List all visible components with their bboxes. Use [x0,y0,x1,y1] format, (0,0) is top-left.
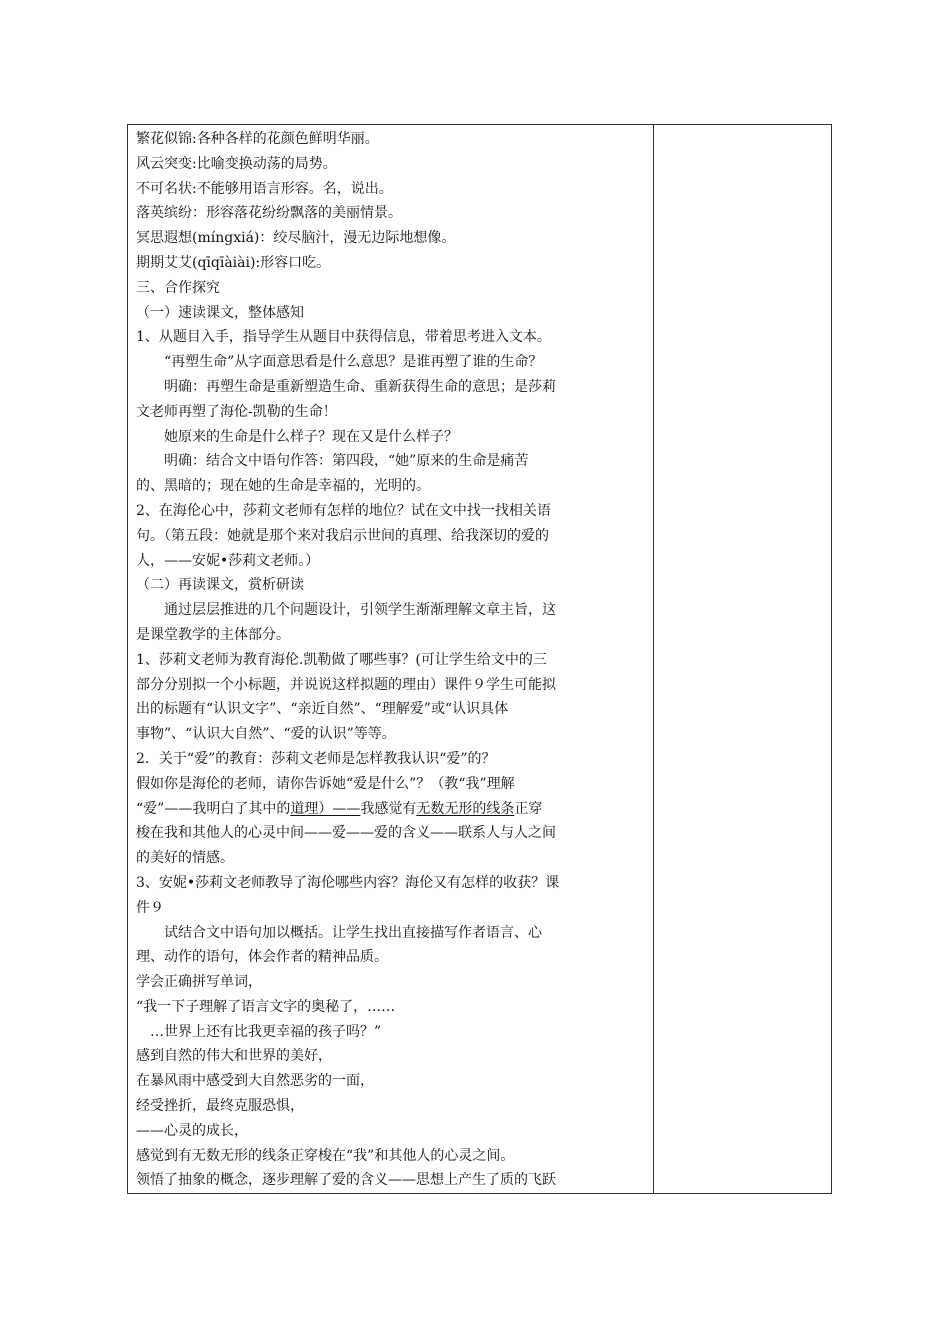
notes-column [654,125,831,1193]
text-line: 文老师再塑了海伦-凯勒的生命！ [136,403,337,420]
text-line: 理、动作的语句，体会作者的精神品质。 [136,949,388,966]
text-line: 感觉到有无数无形的线条正穿梭在“我”和其他人的心灵之间。 [136,1147,515,1164]
text-line: 通过层层推进的几个问题设计，引领学生渐渐理解文章主旨，这 [164,602,556,619]
text-line: 试结合文中语句加以概括。让学生找出直接描写作者语言、心 [164,924,542,941]
text-line: 风云突变:比喻变换动荡的局势。 [136,155,337,172]
text-line: 句。（第五段：她就是那个来对我启示世间的真理、给我深切的爱的 [136,527,549,544]
underlined-text: 道理）—— [290,800,361,817]
text-line: 件９ [136,899,164,916]
text-line: 人，——安妮•莎莉文老师。） [136,552,320,569]
text-line: 梭在我和其他人的心灵中间——爱——爱的含义——联系人与人之间 [136,825,556,842]
text-line: 的美好的情感。 [136,850,234,867]
text-line: 1、莎莉文老师为教育海伦.凯勒做了哪些事？(可让学生给文中的三 [136,651,547,668]
text-line: 在暴风雨中感受到大自然恶劣的一面， [136,1073,374,1090]
text-line: “我一下子理解了语言文字的奥秘了，…… [136,998,396,1015]
text-line: 感到自然的伟大和世界的美好， [136,1048,332,1065]
text-line: 明确：再塑生命是重新塑造生命、重新获得生命的意思；是莎莉 [164,378,556,395]
text-line: 出的标题有“认识文字”、“亲近自然”、“理解爱”或“认识具体 [136,701,509,718]
text-line: 事物”、“认识大自然”、“爱的认识”等等。 [136,726,396,743]
section-heading: 三、合作探究 [136,279,220,296]
text-line: 是课堂教学的主体部分。 [136,626,290,643]
text-line: 假如你是海伦的老师，请你告诉她“爱是什么”？（教“我”理解 [136,775,515,792]
text-line: 部分分别拟一个小标题，并说说这样拟题的理由）课件９学生可能拟 [136,676,556,693]
text-line: “再塑生命”从字面意思看是什么意思？是谁再塑了谁的生命？ [164,354,543,371]
text-line: 的、黑暗的；现在她的生命是幸福的，光明的。 [136,478,430,495]
text-segment: 我感觉有 [360,800,417,817]
text-line: 学会正确拼写单词， [136,974,262,991]
text-line: 期期艾艾(qīqīàiài):形容口吃。 [136,254,331,271]
subsection-heading: （一）速读课文，整体感知 [136,304,304,321]
text-line: 冥思遐想(míngxiá)：绞尽脑汁，漫无边际地想像。 [136,230,456,247]
text-segment: “爱”——我明白了其中的 [136,800,291,817]
lesson-content-column [136,127,651,1193]
text-line: 繁花似锦:各种各样的花颜色鲜明华丽。 [136,131,379,147]
text-line: 明确：结合文中语句作答：第四段，“她”原来的生命是痛苦 [164,453,529,470]
text-line: 2、在海伦心中，莎莉文老师有怎样的地位？试在文中找一找相关语 [136,502,551,519]
text-line: 领悟了抽象的概念，逐步理解了爱的含义——思想上产生了质的飞跃 [136,1172,556,1189]
text-line: 1、从题目入手，指导学生从题目中获得信息，带着思考进入文本。 [136,329,551,346]
text-line: 落英缤纷：形容落花纷纷飘落的美丽情景。 [136,205,402,222]
text-line-with-underlines [136,797,651,822]
text-line: 2．关于“爱”的教育：莎莉文老师是怎样教我认识“爱”的？ [136,750,496,767]
text-line: 她原来的生命是什么样子？现在又是什么样子？ [164,428,458,445]
text-line: 经受挫折，最终克服恐惧， [136,1098,304,1115]
text-segment: 正穿 [514,800,543,817]
text-line: 3、安妮•莎莉文老师教导了海伦哪些内容？海伦又有怎样的收获？课 [136,874,560,891]
text-line: 不可名状:不能够用语言形容。名，说出。 [136,180,393,197]
underlined-text: 无数无形的线条 [416,800,515,817]
lesson-table [127,124,832,1194]
text-line: ——心灵的成长， [136,1122,248,1139]
subsection-heading: （二）再读课文，赏析研读 [136,577,304,594]
text-line: …世界上还有比我更幸福的孩子吗？” [150,1023,382,1040]
